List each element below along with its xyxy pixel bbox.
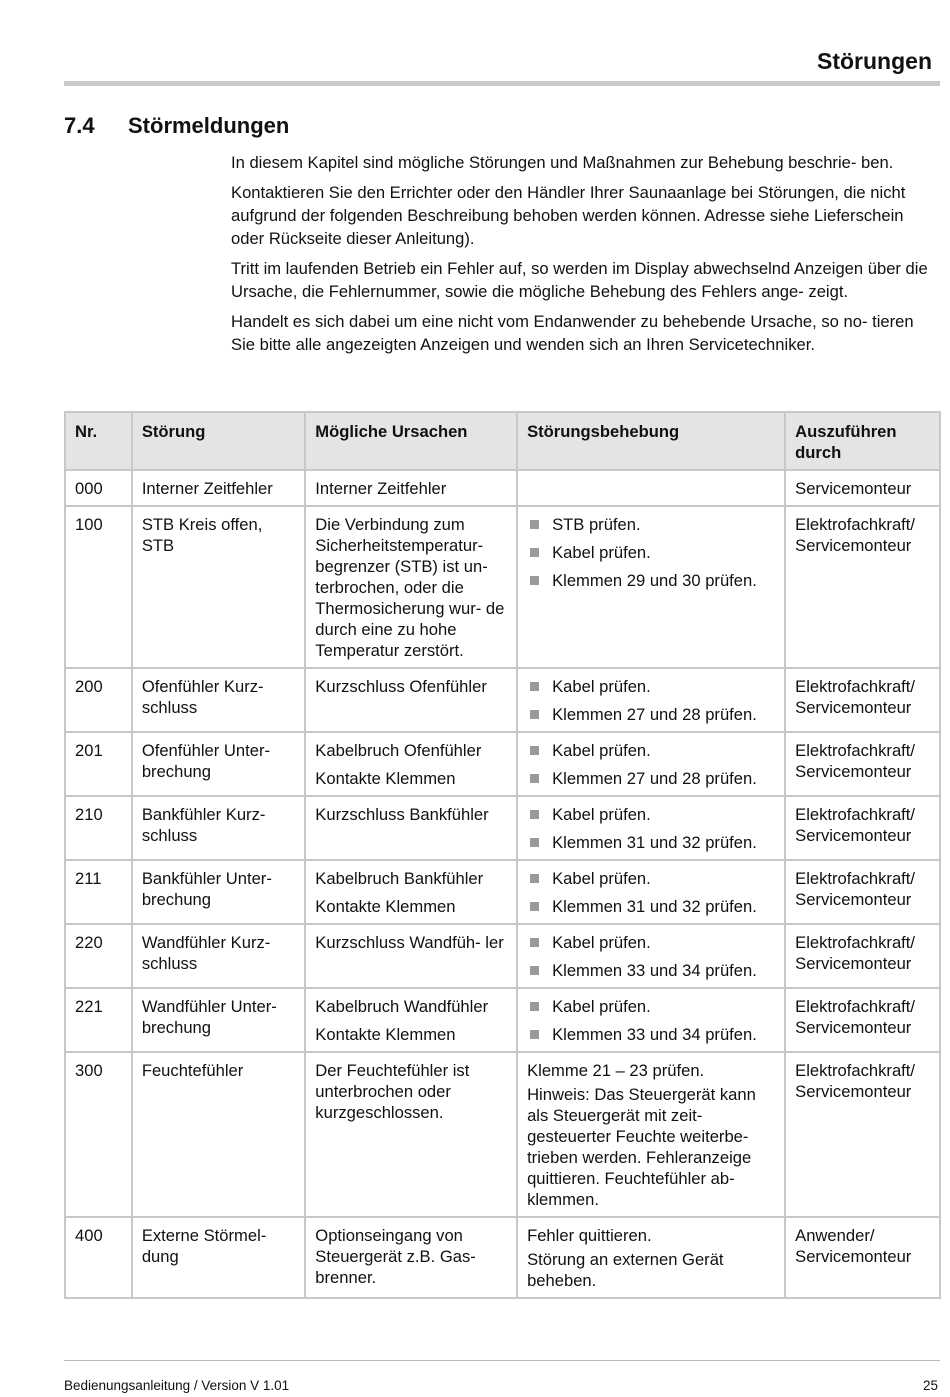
table-row (65, 732, 940, 796)
cause-text: Kurzschluss Bankfühler (315, 805, 489, 824)
header-remedy: Störungsbehebung (517, 412, 785, 470)
possible-causes (305, 506, 517, 668)
executed-by-text: Elektrofachkraft/ (795, 997, 916, 1016)
remedy-item (527, 1024, 775, 1045)
executed-by-text: Elektrofachkraft/ (795, 869, 916, 888)
remedy-text: Kabel prüfen. (552, 677, 651, 696)
remedy-item (527, 704, 775, 725)
possible-causes (305, 470, 517, 506)
remedy-item (527, 740, 775, 761)
executed-by-text: Servicemonteur (795, 954, 912, 973)
remedy-item (527, 868, 775, 889)
fault-name: STB Kreis offen, STB (132, 506, 305, 668)
fault-name: Ofenfühler Unter- brechung (132, 732, 305, 796)
fault-name: Bankfühler Unter- brechung (132, 860, 305, 924)
square-bullet-icon (530, 710, 539, 719)
table-row (65, 924, 940, 988)
remedy-item (527, 542, 775, 563)
remedy (517, 860, 785, 924)
table-row (65, 668, 940, 732)
page-number: 25 (922, 1378, 938, 1393)
executed-by-text: Servicemonteur (795, 1018, 912, 1037)
remedy-list (527, 804, 775, 853)
cause-text: Kabelbruch Bankfühler (315, 869, 484, 888)
fault-name: Wandfühler Kurz- schluss (132, 924, 305, 988)
remedy-text: Störung an externen Gerät beheben. (527, 1250, 724, 1290)
table-row (65, 988, 940, 1052)
cause-text: Kabelbruch Ofenfühler (315, 741, 482, 760)
header-executed-by: Auszuführen durch (785, 412, 940, 470)
intro-paragraph: Kontaktieren Sie den Errichter oder den Händler Ihrer Saunaanlage bei Störungen, die nicht aufgrund der folgenden Beschreibung behoben werden können. Adresse siehe Lieferschein oder Rückseite dieser Anleitung). (231, 183, 906, 248)
remedy (517, 988, 785, 1052)
fault-table-body (65, 470, 940, 1298)
intro-paragraph: In diesem Kapitel sind mögliche Störungen und Maßnahmen zur Behebung beschrie- ben. (231, 153, 894, 172)
executed-by-text: Servicemonteur (795, 890, 912, 909)
fault-number: 221 (65, 988, 132, 1052)
remedy-text: Kabel prüfen. (552, 805, 651, 824)
remedy (517, 506, 785, 668)
remedy-text: Klemmen 29 und 30 prüfen. (552, 571, 757, 590)
remedy (517, 796, 785, 860)
remedy-item (527, 570, 775, 591)
header-causes: Mögliche Ursachen (305, 412, 517, 470)
square-bullet-icon (530, 576, 539, 585)
cause-text: Interner Zeitfehler (315, 479, 447, 498)
fault-number: 400 (65, 1217, 132, 1298)
remedy-item (527, 804, 775, 825)
remedy-text: STB prüfen. (552, 515, 641, 534)
executed-by-text: Servicemonteur (795, 762, 912, 781)
table-row (65, 860, 940, 924)
header-title: Störungen (817, 48, 932, 74)
executed-by (785, 796, 940, 860)
remedy-text: Fehler quittieren. (527, 1226, 652, 1245)
executed-by-text: Elektrofachkraft/ (795, 933, 916, 952)
square-bullet-icon (530, 810, 539, 819)
cause-text: Kontakte Klemmen (315, 769, 456, 788)
remedy-text: Kabel prüfen. (552, 741, 651, 760)
executed-by-text: Elektrofachkraft/ (795, 515, 916, 534)
executed-by-text: Servicemonteur (795, 826, 912, 845)
executed-by-text: Servicemonteur (795, 1247, 912, 1266)
square-bullet-icon (530, 1030, 539, 1039)
cause-text: Optionseingang von Steuergerät z.B. Gas- brenner. (315, 1226, 476, 1287)
remedy-text: Hinweis: Das Steuergerät kann als Steuergerät mit zeit- gesteuerter Feuchte weiterbe- trieben werden. Fehleranzeige quittieren. Feuchtefühler ab- klemmen. (527, 1085, 756, 1209)
possible-causes (305, 924, 517, 988)
possible-causes (305, 732, 517, 796)
remedy-item (527, 768, 775, 789)
remedy (517, 1217, 785, 1298)
intro-paragraph: Handelt es sich dabei um eine nicht vom Endanwender zu behebende Ursache, so no- tieren Sie bitte alle angezeigten Anzeigen und wenden sich an Ihren Servicetechniker. (231, 312, 914, 354)
remedy-item (527, 514, 775, 535)
executed-by (785, 732, 940, 796)
cause-text: Kurzschluss Wandfüh- ler (315, 933, 504, 952)
executed-by-text: Servicemonteur (795, 698, 912, 717)
remedy-list (527, 514, 775, 591)
table-header-row (65, 412, 940, 470)
executed-by (785, 1052, 940, 1217)
possible-causes (305, 988, 517, 1052)
square-bullet-icon (530, 838, 539, 847)
table-row (65, 470, 940, 506)
footer-divider (64, 1360, 940, 1361)
square-bullet-icon (530, 682, 539, 691)
intro-text (231, 151, 931, 363)
remedy-text: Kabel prüfen. (552, 997, 651, 1016)
cause-text: Kabelbruch Wandfühler (315, 997, 489, 1016)
remedy-text: Klemmen 27 und 28 prüfen. (552, 705, 757, 724)
remedy-text: Klemmen 31 und 32 prüfen. (552, 833, 757, 852)
square-bullet-icon (530, 1002, 539, 1011)
cause-text: Kontakte Klemmen (315, 1025, 456, 1044)
square-bullet-icon (530, 520, 539, 529)
remedy-list (527, 932, 775, 981)
square-bullet-icon (530, 746, 539, 755)
executed-by-text: Elektrofachkraft/ (795, 805, 916, 824)
executed-by-text: Servicemonteur (795, 479, 912, 498)
square-bullet-icon (530, 874, 539, 883)
remedy-list (527, 868, 775, 917)
remedy-list (527, 996, 775, 1045)
table-row (65, 506, 940, 668)
remedy (517, 470, 785, 506)
fault-number: 201 (65, 732, 132, 796)
square-bullet-icon (530, 902, 539, 911)
executed-by (785, 506, 940, 668)
fault-number: 220 (65, 924, 132, 988)
remedy-text: Klemmen 33 und 34 prüfen. (552, 1025, 757, 1044)
executed-by-text: Elektrofachkraft/ (795, 1061, 916, 1080)
remedy-item (527, 960, 775, 981)
remedy (517, 1052, 785, 1217)
section-number: 7.4 (64, 113, 95, 138)
remedy-list (527, 676, 775, 725)
fault-number: 000 (65, 470, 132, 506)
remedy (517, 668, 785, 732)
fault-number: 210 (65, 796, 132, 860)
remedy-text: Klemmen 31 und 32 prüfen. (552, 897, 757, 916)
remedy-text: Kabel prüfen. (552, 869, 651, 888)
remedy-item (527, 896, 775, 917)
table-row (65, 1217, 940, 1298)
remedy-text: Klemme 21 – 23 prüfen. (527, 1061, 705, 1080)
remedy-text: Klemmen 33 und 34 prüfen. (552, 961, 757, 980)
remedy-list (527, 740, 775, 789)
square-bullet-icon (530, 548, 539, 557)
header-divider (64, 81, 940, 86)
section-title: Störmeldungen (128, 113, 290, 138)
executed-by (785, 924, 940, 988)
fault-name: Bankfühler Kurz- schluss (132, 796, 305, 860)
possible-causes (305, 860, 517, 924)
executed-by-text: Servicemonteur (795, 1082, 912, 1101)
fault-name: Wandfühler Unter- brechung (132, 988, 305, 1052)
fault-name: Interner Zeitfehler (132, 470, 305, 506)
table-row (65, 1052, 940, 1217)
remedy-text: Kabel prüfen. (552, 543, 651, 562)
executed-by (785, 1217, 940, 1298)
fault-name: Feuchtefühler (132, 1052, 305, 1217)
fault-name: Ofenfühler Kurz- schluss (132, 668, 305, 732)
remedy-item (527, 996, 775, 1017)
fault-number: 211 (65, 860, 132, 924)
remedy-item (527, 932, 775, 953)
fault-number: 300 (65, 1052, 132, 1217)
square-bullet-icon (530, 774, 539, 783)
header-fault: Störung (132, 412, 305, 470)
cause-text: Die Verbindung zum Sicherheitstemperatur- begrenzer (STB) ist un- terbrochen, oder die Thermosicherung wur- de durch eine zu hohe Temperatur zerstört. (315, 515, 505, 660)
executed-by (785, 668, 940, 732)
fault-table (64, 411, 941, 1299)
remedy (517, 924, 785, 988)
remedy-item (527, 676, 775, 697)
remedy-text: Klemmen 27 und 28 prüfen. (552, 769, 757, 788)
intro-paragraph: Tritt im laufenden Betrieb ein Fehler auf, so werden im Display abwechselnd Anzeigen über die Ursache, die Fehlernummer, sowie die mögliche Behebung des Fehlers ange- zeigt. (231, 259, 928, 301)
possible-causes (305, 668, 517, 732)
remedy-item (527, 832, 775, 853)
remedy-text: Kabel prüfen. (552, 933, 651, 952)
fault-number: 200 (65, 668, 132, 732)
cause-text: Kurzschluss Ofenfühler (315, 677, 487, 696)
table-row (65, 796, 940, 860)
executed-by (785, 860, 940, 924)
square-bullet-icon (530, 966, 539, 975)
executed-by (785, 470, 940, 506)
header-nr: Nr. (65, 412, 132, 470)
executed-by-text: Elektrofachkraft/ (795, 741, 916, 760)
cause-text: Der Feuchtefühler ist unterbrochen oder kurzgeschlossen. (315, 1061, 470, 1122)
footer-document-version: Bedienungsanleitung / Version V 1.01 (64, 1378, 290, 1393)
possible-causes (305, 1052, 517, 1217)
cause-text: Kontakte Klemmen (315, 897, 456, 916)
executed-by-text: Servicemonteur (795, 536, 912, 555)
executed-by-text: Anwender/ (795, 1226, 875, 1245)
fault-name: Externe Störmel- dung (132, 1217, 305, 1298)
remedy (517, 732, 785, 796)
square-bullet-icon (530, 938, 539, 947)
executed-by (785, 988, 940, 1052)
fault-number: 100 (65, 506, 132, 668)
executed-by-text: Elektrofachkraft/ (795, 677, 916, 696)
possible-causes (305, 1217, 517, 1298)
possible-causes (305, 796, 517, 860)
